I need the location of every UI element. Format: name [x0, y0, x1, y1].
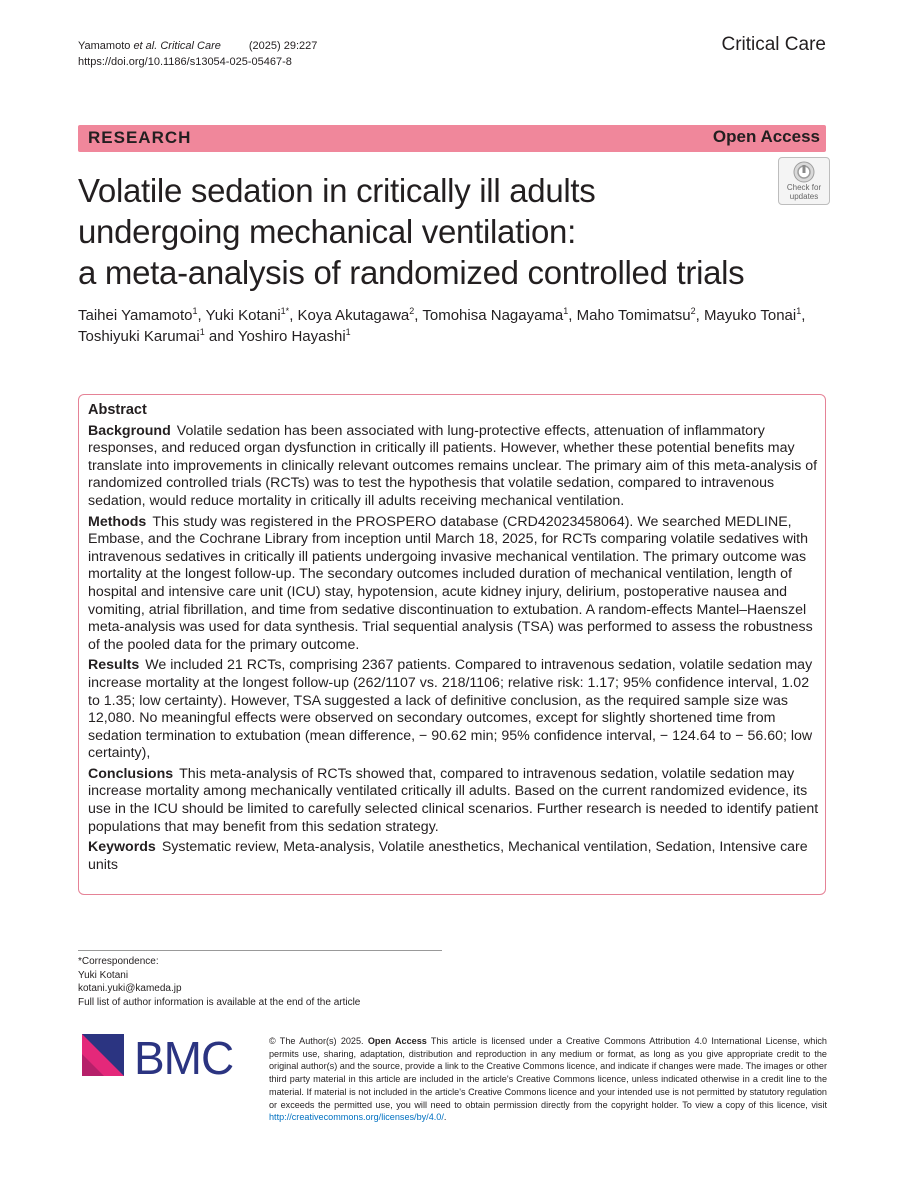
doi-link[interactable]: https://doi.org/10.1186/s13054-025-05467-8 — [78, 56, 292, 68]
author-affiliation: 1 — [345, 327, 351, 337]
bmc-logo-text: BMC — [134, 1032, 234, 1082]
author-name: Yoshiro Hayashi — [237, 328, 346, 345]
bmc-logo — [80, 1032, 250, 1082]
article-type-label: RESEARCH — [88, 128, 192, 147]
methods-text: This study was registered in the PROSPERO database (CRD42023458064). We searched MEDLINE, Embase, and the Cochrane Library from inception until March 18, 2025, for RCTs comparing volatile sedatives with intravenous sedatives in critically ill patients undergoing invasive mechanical ventilation. The primary outcome was mortality at the longest follow-up. The secondary outcomes included duration of mechanical ventilation, length of hospital and intensive care unit (ICU) stay, hypotension, acute kidney injury, delirium, postoperative nausea and vomiting, atrial fibrillation, and time from sedative discontinuation to extubation. A random-effects Mantel–Haenszel meta-analysis was used for data synthesis. Trial sequential analysis (TSA) was performed to assess the robustness of the pooled data for the primary outcome. — [88, 513, 813, 653]
author — [577, 307, 696, 324]
author — [78, 328, 205, 345]
open-access-label: Open Access — [712, 127, 820, 146]
author-name: Tomohisa Nagayama — [422, 307, 564, 324]
article-header — [78, 38, 317, 70]
author-name: Mayuko Tonai — [703, 307, 797, 324]
author — [298, 307, 415, 324]
check-for-updates-icon — [793, 161, 815, 183]
author — [704, 307, 801, 324]
author-affiliation: 1 — [796, 306, 802, 316]
title-line-3: a meta-analysis of randomized controlled trials — [78, 254, 745, 291]
abstract-box — [78, 394, 826, 895]
keywords-text: Systematic review, Meta-analysis, Volatile anesthetics, Mechanical ventilation, Sedation, Intensive care units — [88, 839, 808, 873]
author-name: Toshiyuki Karumai — [78, 328, 200, 345]
author-info-note: Full list of author information is available at the end of the article — [78, 996, 361, 1008]
author-name: Maho Tomimatsu — [576, 307, 691, 324]
citation-line — [78, 38, 317, 54]
abstract-results — [88, 657, 821, 763]
license-open-access: Open Access — [367, 1036, 427, 1046]
author-affiliation: 2 — [409, 306, 415, 316]
author-name: Taihei Yamamoto — [78, 307, 193, 324]
footnote-divider — [78, 950, 442, 951]
author-affiliation: 1 — [563, 306, 569, 316]
results-label: Results — [88, 657, 140, 674]
license-body: This article is licensed under a Creative Commons Attribution 4.0 International License, which permits use, sharing, adaptation, distribution and reproduction in any medium or format, as long as you give appropriate credit to the original author(s) and the source, provide a link to the Creative Commons licence, and indicate if changes were made. The images or other third party material in this article are included in the article's Creative Commons licence, unless indicated otherwise in a credit line to the material. If material is not included in the article's Creative Commons licence and your intended use is not permitted by statutory regulation or exceeds the permitted use, you will need to obtain permission directly from the copyright holder. To view a copy of this licence, visit — [269, 1036, 827, 1110]
author — [78, 307, 198, 324]
journal-name: Critical Care — [721, 34, 826, 55]
correspondence-label: *Correspondence: — [78, 956, 159, 967]
license-prefix: © The Author(s) 2025. — [269, 1036, 368, 1046]
correspondence-name: Yuki Kotani — [78, 969, 129, 981]
abstract-conclusions — [88, 766, 821, 836]
article-title — [78, 170, 768, 293]
abstract-keywords — [88, 839, 821, 874]
header-et-al: et al. — [133, 40, 158, 52]
abstract-background — [88, 423, 821, 511]
conclusions-text: This meta-analysis of RCTs showed that, compared to intravenous sedation, volatile sedation may increase mortality among mechanically ventilated critically ill adults. Based on the current randomized evidence, its use in the ICU should be limited to carefully selected clinical scenarios. Further research is needed to identify patient populations that may benefit from this sedation strategy. — [88, 765, 819, 835]
author-name: Yuki Kotani — [205, 307, 281, 324]
check-for-updates-line1: Check for — [786, 183, 822, 192]
license-suffix: . — [443, 1112, 447, 1123]
background-label: Background — [88, 422, 171, 439]
title-line-1: Volatile sedation in critically ill adults — [78, 172, 596, 209]
author-affiliation: 2 — [690, 306, 696, 316]
author-name: Koya Akutagawa — [297, 307, 410, 324]
title-line-2: undergoing mechanical ventilation: — [78, 213, 576, 250]
correspondence-email[interactable]: kotani.yuki@kameda.jp — [78, 983, 182, 994]
check-for-updates-badge[interactable] — [778, 157, 830, 205]
author-affiliation: 1 — [192, 306, 198, 316]
correspondence-block — [78, 955, 360, 1009]
license-text — [269, 1035, 827, 1124]
keywords-label: Keywords — [88, 839, 156, 856]
header-journal: Critical Care — [160, 40, 221, 52]
author — [206, 307, 290, 324]
license-link[interactable]: http://creativecommons.org/licenses/by/4.0/ — [269, 1112, 444, 1123]
author — [238, 328, 351, 345]
results-text: We included 21 RCTs, comprising 2367 patients. Compared to intravenous sedation, volatile sedation may increase mortality at the longest follow-up (262/1107 vs. 218/1106; relative risk: 1.17; 95% confidence interval, 1.02 to 1.35; low certainty). However, TSA suggested a lack of definitive conclusion, as the required sample size was 12,080. No meaningful effects were observed on secondary outcomes, except for slightly shortened time from sedation termination to extubation (mean difference, − 90.62 min; 95% confidence interval, − 124.64 to − 56.60; low certainty), — [88, 657, 813, 762]
author-affiliation: 1* — [280, 306, 290, 316]
article-type-banner — [78, 125, 826, 152]
background-text: Volatile sedation has been associated with lung-protective effects, attenuation of inflammatory responses, and reduced organ dysfunction in critically ill patients. However, whether these potential benefits may translate into improvements in clinically relevant outcomes remains unclear. The primary aim of this meta-analysis of randomized controlled trials (RCTs) was to test the hypothesis that volatile sedation, compared to intravenous sedation, would reduce mortality in critically ill adults receiving mechanical ventilation. — [88, 422, 818, 509]
header-authors: Yamamoto — [78, 40, 134, 52]
check-for-updates-text — [779, 183, 829, 201]
header-volume: (2025) 29:227 — [248, 40, 318, 52]
author — [422, 307, 568, 324]
check-for-updates-line2: updates — [789, 192, 819, 201]
methods-label: Methods — [88, 513, 147, 530]
author-affiliation: 1 — [199, 327, 205, 337]
conclusions-label: Conclusions — [88, 765, 174, 782]
abstract-methods — [88, 514, 821, 655]
abstract-heading: Abstract — [88, 402, 147, 418]
author-list: Taihei Yamamoto$^1$, Yuki Kotani$^{1*}$, Koya Akutagawa$^2$, Tomohisa Nagayama$^1$, Maho Tomimatsu$^2$, Mayuko Tonai$^1$, Toshiyuki Karumai$^1$ and Yoshiro Hayashi$^1$ — [78, 306, 806, 345]
